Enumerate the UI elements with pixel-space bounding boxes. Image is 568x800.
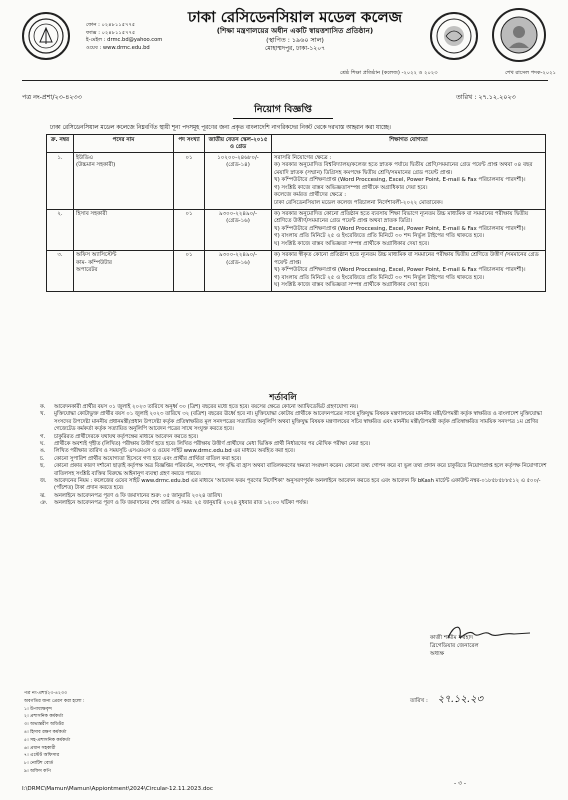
row-count: ০১ <box>174 153 205 209</box>
condition-text: প্রার্থীকে অবশ্যই গৃহীত (লিখিত) পরীক্ষায় উত্তীর্ণ হতে হবে। লিখিত পরীক্ষায় উত্তীর্ণ প্রার্থীদের মেধা ভিত্তিক প্রার্থী নির্ধারণের পর মৌখিক পরীক্ষা নেয়া হবে। <box>54 441 370 448</box>
header-divider <box>22 80 548 81</box>
letterhead-title <box>160 8 430 53</box>
row-qualification <box>272 209 546 250</box>
condition-key: চ. <box>40 455 45 462</box>
post-name-detail: অপারেটর <box>76 266 98 273</box>
condition-key: ঝ. <box>40 492 46 499</box>
phone-line: ফোন : ০২৪৮১১৫৭৭৫ <box>86 22 136 28</box>
qual-line: সরাসরি নিয়োগের ক্ষেত্রে : <box>274 154 332 161</box>
college-logo-icon <box>22 12 70 60</box>
contact-info <box>86 22 162 52</box>
fax-line: ফ্যাক্স : ০২৪৮১১৫৭৭৫ <box>86 29 136 36</box>
header-count: পদ সংখ্যা <box>174 135 205 153</box>
row-post <box>74 153 174 209</box>
list-item: ৮। নোটিশ বোর্ড <box>24 761 54 767</box>
condition-key: ঘ. <box>40 441 45 448</box>
condition-key: জ. <box>40 478 47 485</box>
qual-line: খ) কম্পিউটারে প্রশিক্ষণপ্রাপ্ত (Word Proccesing, Excel, Power Point, E-mail & Fax পরিচালনায় পারদর্শী)। <box>274 225 526 232</box>
row-count: ০১ <box>174 209 205 250</box>
college-subtitle: (শিক্ষা মন্ত্রণালয়ের অধীন একটি স্বায়ত্তশাসিত প্রতিষ্ঠান) <box>216 26 374 35</box>
qual-line: ঢাকা রেসিডেনসিয়াল মডেল কলেজ পরিচালনা নির্দেশাবলী-২০২২ মোতাবেক। <box>274 199 443 206</box>
post-name-detail: কাম- কম্পিউটার <box>76 259 112 266</box>
qual-line: গ) সংশ্লিষ্ট কাজে বাস্তব অভিজ্ঞতাসম্পন্ন প্রার্থীকে অগ্রাধিকার দেয়া হবে। <box>274 184 428 191</box>
condition-key: ঞ. <box>40 500 48 507</box>
condition-item <box>40 500 550 507</box>
memo-reference: পত্র নং-প্রশা/২৩-৪২৩৩ <box>22 93 82 101</box>
table-row <box>47 153 546 209</box>
condition-text: কোনো প্রকার কারণ দর্শানো ছাড়াই কর্তৃপক্ষ অত্র বিজ্ঞপ্তির পরিবর্তন, সংশোধন, পদ বৃদ্ধি বা হ্রাস অথবা বাতিলকরণের ক্ষমতা সংরক্ষণ করেন। কোনো তথ্য গোপন করে বা ভুল তথ্য প্রদান করে চাকুরিতে নিয়োগপ্রাপ্ত হলে কর্তৃপক্ষ নিয়োগাদেশ বাতিলসহ সংশ্লিষ্ট ব্যক্তির বিরুদ্ধে আইনানুগ ব্যবস্থা গ্রহণ করতে পারবে। <box>54 463 547 477</box>
copy-intro: অবগতির জন্য প্রেরণ করা হলো : <box>24 698 85 704</box>
condition-text: অনলাইনে আবেদনপত্র পূরণ ও ফি জমাদানের শুরু: ০৫ জানুয়ারি ২০২৪ তারিখ। <box>54 492 223 499</box>
copy-ref: পত্র নং-প্রশা/২৩-৪২৩৩ <box>24 691 67 696</box>
college-address: মোহাম্মদপুর, ঢাকা-১২০৭ <box>264 45 326 52</box>
file-path: I:\DRMC\Mamun\Mamun\Appiontment\2024\Circular-12.11.2023.doc <box>22 786 213 792</box>
condition-text: অনলাইনে আবেদনপত্র পূরণ ও ফি জমাদানের শেষ তারিখ ও সময়: ২৫ জানুয়ারি ২০২৪ বুধবার রাত ১২:০০ ঘটিকা পর্যন্ত। <box>54 500 308 507</box>
condition-key: ছ. <box>40 463 45 470</box>
row-serial: ৩. <box>47 250 74 291</box>
qual-line: ঘ) সংশ্লিষ্ট কাজে বাস্তব অভিজ্ঞতা সম্পন্ন প্রার্থীকে অগ্রাধিকার দেয়া হবে। <box>274 240 430 247</box>
web-line: ওয়েব : www.drmc.edu.bd <box>86 44 150 51</box>
conditions-title: শর্তাবলি <box>269 393 297 403</box>
condition-text: আবেদনের নিয়ম : কলেজের ওয়েব সাইট www.drmc.edu.bd এর মাধ্যমে 'আবেদন ফরম পূরণের নির্দেশিকা' অনুসরণপূর্বক অনলাইনে আবেদন করতে হবে এবং আবেদন ফি bKash মার্চেন্ট একাউন্ট নম্বর-০১৮৫৮৫৮৮৫১২ এ ৫০০/- (পাঁচশত) টাকা প্রদান করতে হবে। <box>54 478 541 492</box>
pay-range: ১০২০০-২৪৬৮০/- <box>217 154 259 161</box>
table-row <box>47 250 546 291</box>
qual-line: ক) সরকার অনুমোদিত কোনো প্রতিষ্ঠান হতে ব্যবসায় শিক্ষা বিভাগে ন্যূনতম উচ্চ মাধ্যমিক বা সমমানের পরীক্ষায় দ্বিতীয় শ্রেণিতে উত্তীর্ণ/সমমানের গ্রেড পয়েন্ট প্রাপ্ত অথবা স্নাতক ডিগ্রি। <box>274 211 529 225</box>
list-item: ৩। অভ্যন্তরীণ অডিটর <box>24 722 64 728</box>
pay-range: ৯৩০০-২২৪৯০/- <box>219 252 257 259</box>
condition-item <box>40 411 550 433</box>
row-post <box>74 250 174 291</box>
qual-line: কলেজে কর্মরত প্রার্থীদের ক্ষেত্রে : <box>274 192 347 199</box>
qual-line: খ) কম্পিউটারে প্রশিক্ষণপ্রাপ্ত (Word Proccesing, Excel, Power Point, E-mail & Fax পরিচালনায় পারদর্শী)। <box>274 267 526 274</box>
header-serial: ক্র. নম্বর <box>47 135 74 153</box>
header-qualification: শিক্ষাগত যোগ্যতা <box>272 135 546 153</box>
vacancy-table <box>46 134 546 292</box>
condition-key: খ. <box>40 411 46 418</box>
row-count: ০১ <box>174 250 205 291</box>
post-name: হিসাব সহকারী <box>76 211 108 218</box>
signatory-block <box>430 634 550 658</box>
pay-grade: (গ্রেড-১৬) <box>226 218 250 225</box>
memo-date: তারিখ : ২৭.১২.২০২৩ <box>456 93 516 101</box>
established-year: (স্থাপিত : ১৯৬০ সাল) <box>266 36 324 44</box>
notice-title: নিয়োগ বিজ্ঞপ্তি <box>233 103 333 119</box>
pay-grade: (গ্রেড-১৪) <box>226 162 250 169</box>
condition-text: আবেদনকারী প্রার্থীর বয়স ০১ জুলাই ২০২৩ তারিখে অনূর্ধ্ব ৩০ (ত্রিশ) বছরের মধ্যে হতে হবে। বয়সের ক্ষেত্রে কোনো অ্যাফিডেভিট গ্রহণযোগ্য নয়। <box>54 404 359 410</box>
pay-grade: (গ্রেড-১৬) <box>226 259 250 266</box>
qual-line: গ) বাংলায় প্রতি মিনিটে ২৫ ও ইংরেজিতে প্রতি মিনিটে ৩০ শব্দ নির্ভুল টাইপের গতি থাকতে হবে। <box>274 274 484 281</box>
signature-date-label: তারিখ : <box>410 698 428 704</box>
row-serial: ২. <box>47 209 74 250</box>
college-name: ঢাকা রেসিডেনসিয়াল মডেল কলেজ <box>187 8 403 26</box>
list-item: ৫। সহ-প্রশাসনিক কর্মকর্তা <box>24 737 71 743</box>
copy-distribution <box>24 690 224 776</box>
row-post <box>74 209 174 250</box>
qual-line: ক) সরকার স্বীকৃত কোনো প্রতিষ্ঠান হতে ন্যূনতম উচ্চ মাধ্যমিক বা সমমানের পরীক্ষায় দ্বিতীয় শ্রেণিতে উত্তীর্ণ /সমমানের গ্রেড পয়েন্ট প্রাপ্ত। <box>274 252 539 266</box>
condition-text: কোনো সুপারিশ প্রার্থীর অযোগ্যতা হিসেবে গণ্য হবে এবং প্রার্থীর প্রার্থিতা বাতিল করা হবে। <box>54 455 242 462</box>
post-name-detail: (উচ্চমান সহকারী) <box>76 162 116 169</box>
list-item: ৬। প্রধান সহকারী <box>24 745 56 751</box>
row-pay <box>205 209 272 250</box>
row-pay <box>205 250 272 291</box>
row-qualification <box>272 153 546 209</box>
table-row <box>47 209 546 250</box>
post-name: অফিস অ্যাসিস্টেন্ট <box>76 252 117 259</box>
row-qualification <box>272 250 546 291</box>
condition-item <box>40 478 550 493</box>
post-name: ইউডিএ <box>76 154 93 161</box>
email-line: ই-মেইল : drmc.bd@yahoo.com <box>86 37 163 43</box>
condition-key: ঙ. <box>40 448 46 455</box>
signatory-rank: ব্রিগেডিয়ার জেনারেল <box>430 643 479 649</box>
table-header-row <box>47 135 546 153</box>
condition-item <box>40 434 550 441</box>
header-post: পদের নাম <box>74 135 174 153</box>
list-item: ২। প্রশাসনিক কর্মকর্তা <box>24 714 64 720</box>
qual-line: ক) সরকার অনুমোদিত বিশ্ববিদ্যালয়/কলেজ হতে স্নাতক পর্যায়ে দ্বিতীয় শ্রেণি/সমমানের গ্রেড পয়েন্ট প্রাপ্ত অথবা ০৪ বছর মেয়াদি স্নাতক (সম্মান) ডিগ্রিসহ কমপক্ষে দ্বিতীয় শ্রেণি/সমমানের গ্রেড পয়েন্ট প্রাপ্ত। <box>274 162 533 176</box>
condition-text: লিখিত পরীক্ষার তারিখ ও সময়সূচি এসএমএস ও ওয়েব সাইট www.drmc.edu.bd এর মাধ্যমে অবহিত করা হবে। <box>54 448 295 455</box>
list-item: ৭। এস্টেট অফিসার <box>24 753 60 759</box>
signatory-title: অধ্যক্ষ <box>430 651 445 657</box>
signature-date <box>410 692 483 709</box>
signatory-name: কাজী শামীম ফরহাদ <box>430 635 474 641</box>
notice-intro: ঢাকা রেসিডেনসিয়াল মডেল কলেজে নিম্নবর্ণিত স্থায়ী শূন্য পদসমূহ পূরণের জন্য প্রকৃত বাংলাদেশি নাগরিকদের নিকট থেকে দরখাস্ত আহ্বান করা যাচ্ছে। <box>50 125 391 131</box>
award-best-institution: শ্রেষ্ঠ শিক্ষা প্রতিষ্ঠান (কলেজ) -২০২২ ও ২০২৩ <box>340 70 438 76</box>
condition-text: মুক্তিযোদ্ধা কোটাভুক্ত প্রার্থীর বয়স ০১ জুলাই ২০২৩ তারিখে ৩২ (বত্রিশ) বছরের ঊর্ধ্বে হবে না। মুক্তিযোদ্ধা কোটায় প্রার্থীকে আবেদনপত্রের সাথে মুক্তিযুদ্ধ বিষয়ক মন্ত্রণালয়ের মাননীয় মন্ত্রী/উপমন্ত্রী কর্তৃক স্বাক্ষরিত ও বাংলাদেশ মুক্তিযোদ্ধা সংসদের উপদেষ্টা মাননীয় প্রধানমন্ত্রী/প্রধান উপদেষ্টা কর্তৃক প্রতিস্বাক্ষরিত মূল সনদপত্রের সত্যায়িত অনুলিপি অথবা মুক্তিযুদ্ধ বিষয়ক মন্ত্রণালয়ের সচিব স্বাক্ষরিত এবং মাননীয় মন্ত্রী/উপমন্ত্রী কর্তৃক প্রতিস্বাক্ষরিত সাময়িক সনদপত্র ১ম শ্রেণির গেজেটেড কর্মকর্তা কর্তৃক সত্যায়িত অনুলিপি আবেদন পত্রের সাথে সংযুক্ত করতে হবে। <box>54 411 542 433</box>
award-sheikh-russel: শেখ রাসেল পদক-২০২১ <box>505 70 556 76</box>
qual-line: গ) বাংলায় প্রতি মিনিটে ২৫ ও ইংরেজিতে প্রতি মিনিটে ৩০ শব্দ নির্ভুল টাইপের গতি থাকতে হবে। <box>274 233 484 240</box>
condition-text: চাকুরিরত প্রার্থীদেরকে যথাযথ কর্তৃপক্ষের মাধ্যমে আবেদন করতে হবে। <box>54 433 199 440</box>
list-item: ৯। অফিস কপি <box>24 768 51 774</box>
row-serial: ১. <box>47 153 74 209</box>
condition-item <box>40 448 550 455</box>
list-item: ৪। হিসাব রক্ষণ কর্মকর্তা <box>24 729 67 735</box>
qual-line: খ) কম্পিউটারে প্রশিক্ষণপ্রাপ্ত (Word Proccesing, Excel, Power Point, E-mail & Fax পরিচালনায় পারদর্শী)। <box>274 177 526 184</box>
list-item: ১। উপাধ্যক্ষবৃন্দ <box>24 706 52 712</box>
row-pay <box>205 153 272 209</box>
qual-line: ঘ) সংশ্লিষ্ট কাজে বাস্তব অভিজ্ঞতা সম্পন্ন প্রার্থীকে অগ্রাধিকার দেয়া হবে। <box>274 282 430 289</box>
page-number: - ৩ - <box>454 780 467 787</box>
sheikh-russel-medal-icon <box>492 8 546 62</box>
header-pay-scale: জাতীয় বেতন স্কেল-২০১৫ ও গ্রেড <box>205 135 272 153</box>
signature-date-handwritten: ২৭.১২.২৩ <box>437 694 483 705</box>
condition-key: গ. <box>40 433 46 440</box>
awards-line <box>340 70 556 78</box>
pay-range: ৯৩০০-২২৪৯০/- <box>219 211 257 218</box>
condition-key: ক. <box>40 404 46 410</box>
condition-item <box>40 463 550 478</box>
award-seal-icon <box>430 12 478 60</box>
conditions-list <box>40 404 550 508</box>
